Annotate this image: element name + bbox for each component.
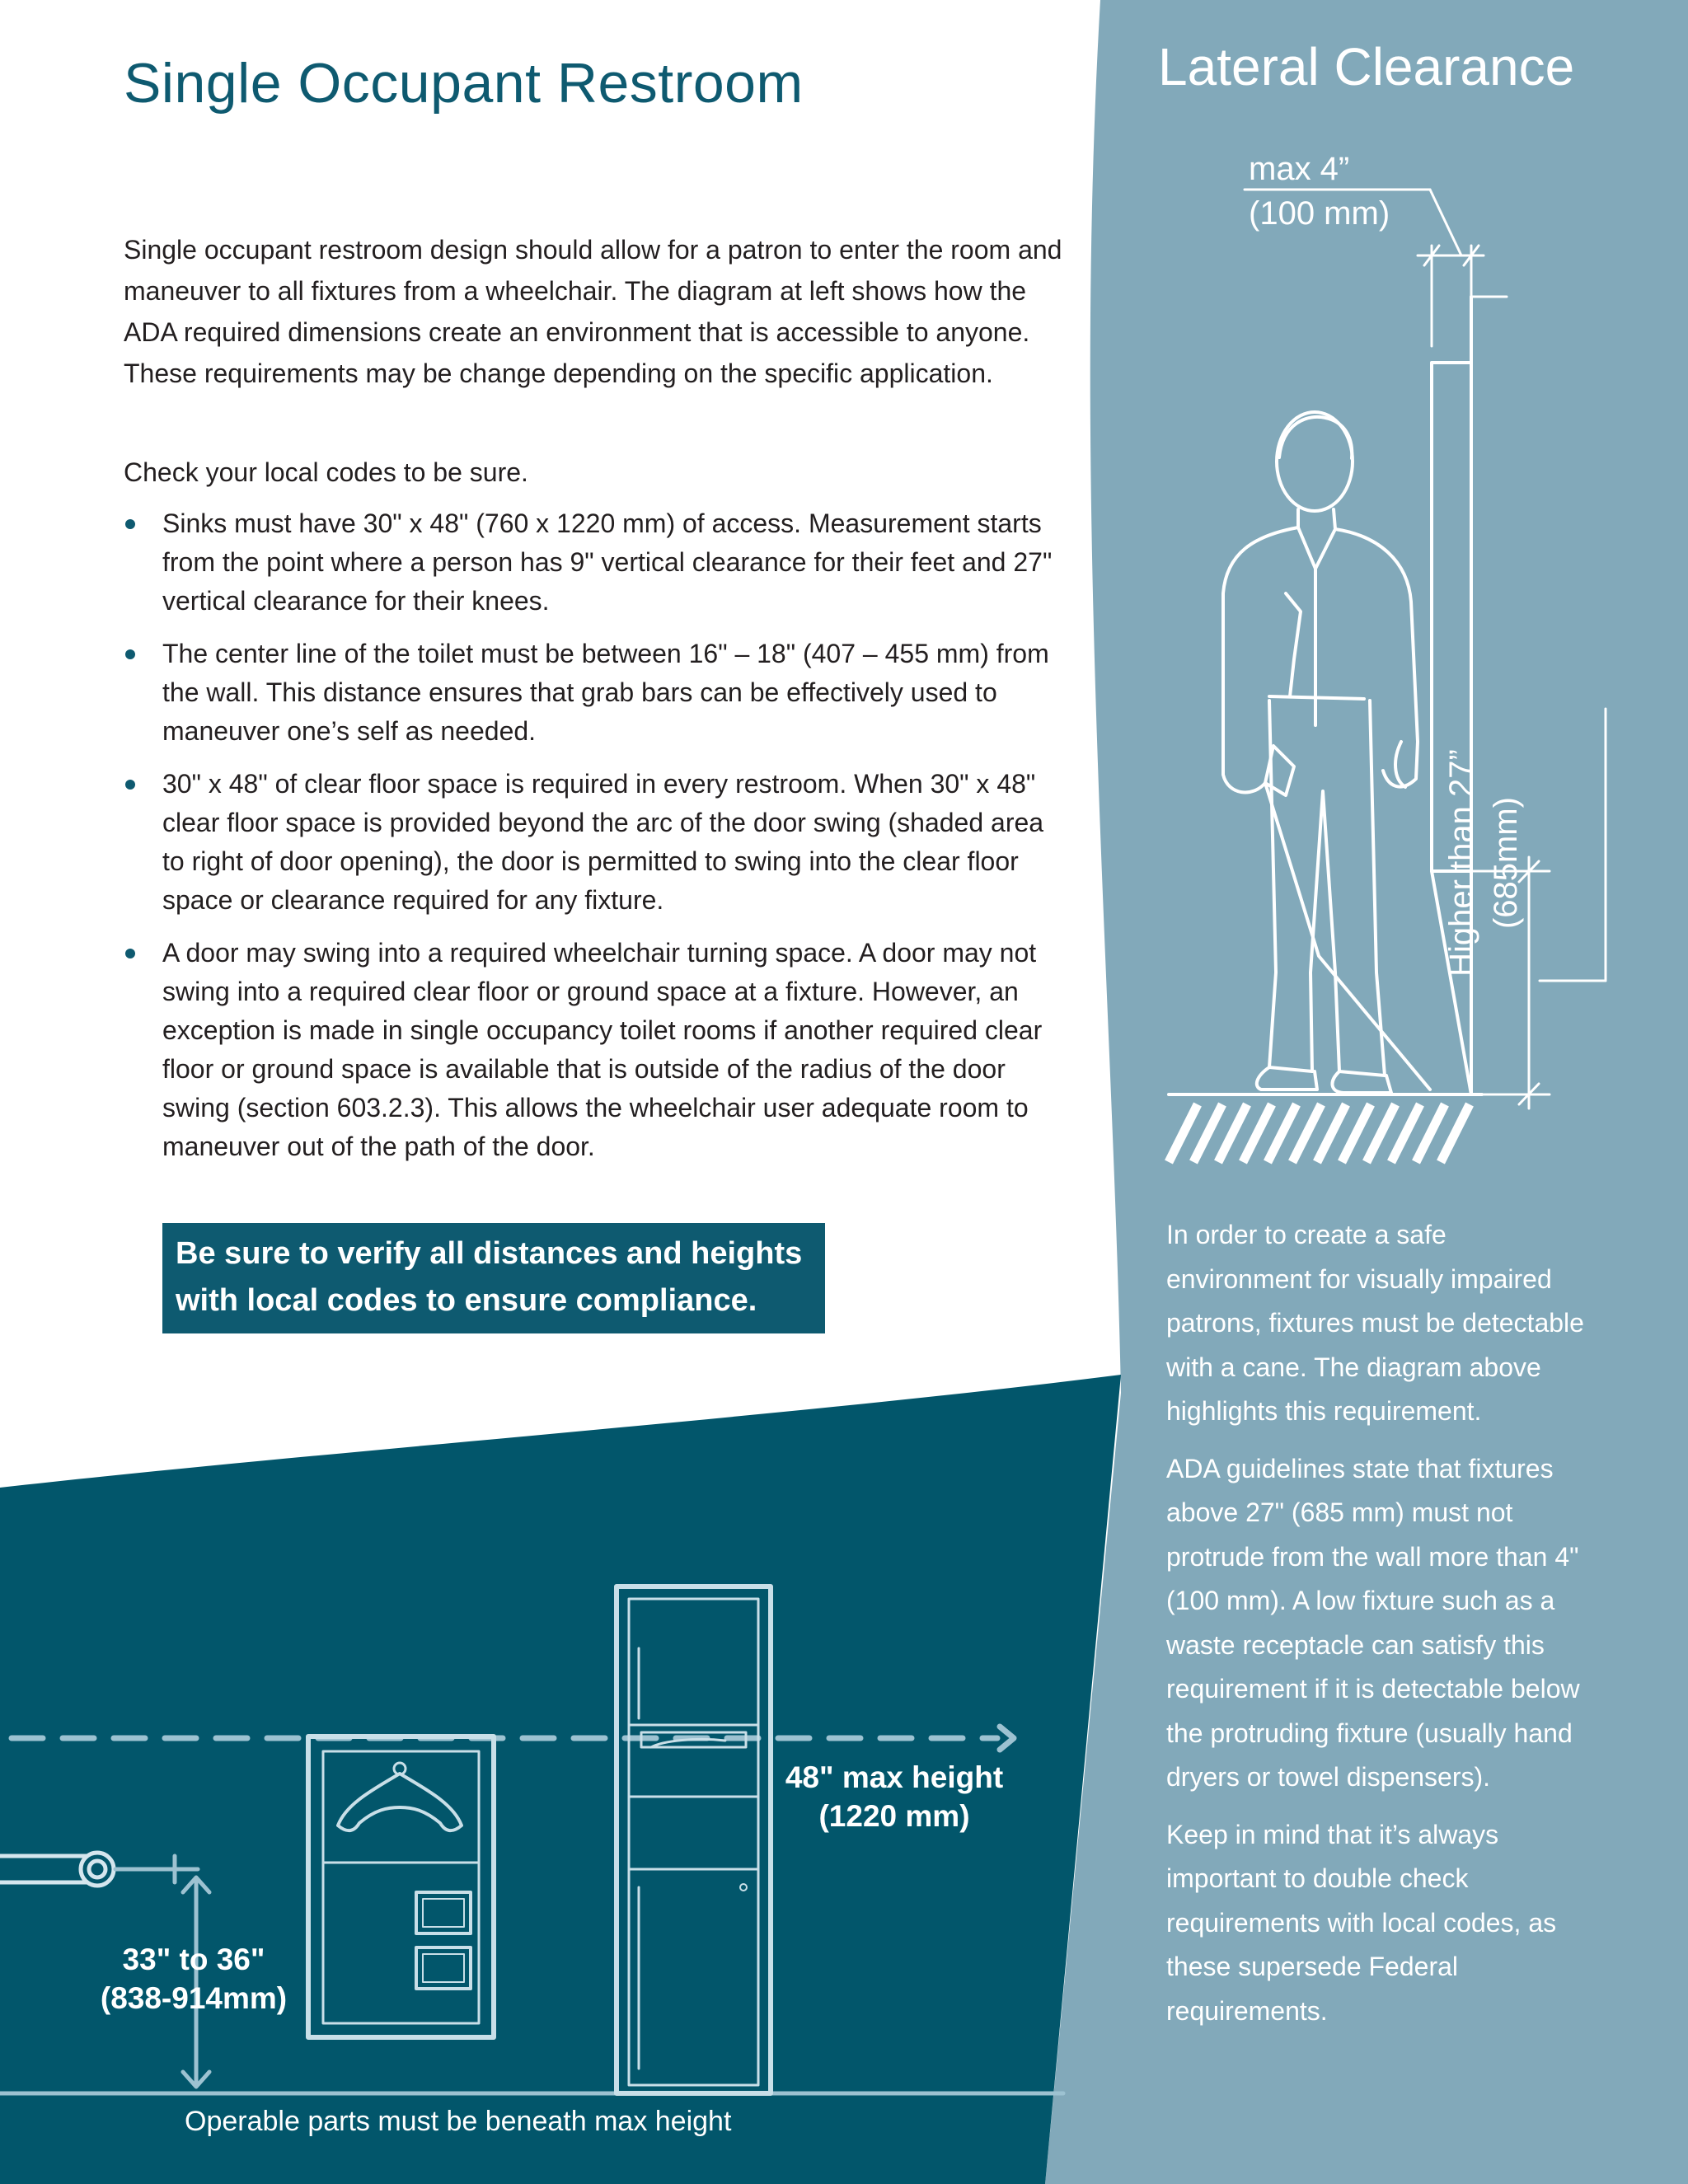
height-threshold-mm: (685mm) <box>1488 796 1524 930</box>
list-item: The center line of the toilet must be between 16" – 18" (407 – 455 mm) from the wall. This distance ensures that grab bars can be effectively used to maneuver one’s self as needed. <box>124 635 1071 751</box>
side-paragraph: Keep in mind that it’s always important to double check requirements with local codes, as these supersede Federal requirements. <box>1166 1819 1557 2026</box>
page-title: Single Occupant Restroom <box>124 52 804 115</box>
max-height-mm: (1220 mm) <box>818 1799 970 1833</box>
side-paragraph: In order to create a safe environment for visually impaired patrons, fixtures must be detectable with a cane. The diagram above highlights this requirement. <box>1166 1220 1584 1426</box>
operable-parts-note: Operable parts must be beneath max height <box>185 2106 732 2137</box>
max-height-inches: 48" max height <box>785 1760 1004 1794</box>
max-protrusion-inches: max 4” <box>1249 151 1350 187</box>
side-paragraph: ADA guidelines state that fixtures above 27" (685 mm) must not protrude from the wall more than 4" (100 mm). A low fixture such as a waste receptacle can satisfy this requirement if it is detectable below the protruding fixture (usually hand dryers or towel dispensers). <box>1166 1453 1580 1792</box>
requirements-list <box>124 504 1071 1180</box>
check-codes-note: Check your local codes to be sure. <box>124 457 528 487</box>
lateral-clearance-text <box>1166 1213 1595 2046</box>
height-threshold-inches: Higher than 27” <box>1443 749 1479 977</box>
list-item: Sinks must have 30" x 48" (760 x 1220 mm) of access. Measurement starts from the point where a person has 9" vertical clearance for their feet and 27" vertical clearance for their knees. <box>124 504 1071 621</box>
list-item: A door may swing into a required wheelchair turning space. A door may not swing into a required clear floor or ground space at a fixture. However, an exception is made in single occupancy toilet rooms if another required clear floor or ground space is available that is outside of the radius of the door swing (section 603.2.3). This allows the wheelchair user adequate room to maneuver out of the path of the door. <box>124 934 1071 1166</box>
grab-bar-height-mm: (838-914mm) <box>100 1981 288 2015</box>
list-item: 30" x 48" of clear floor space is required in every restroom. When 30" x 48" clear floor space is provided beyond the arc of the door swing (shaded area to right of door opening), the door is permitted to swing into the clear floor space or clearance required for any fixture. <box>124 765 1071 920</box>
intro-paragraph: Single occupant restroom design should allow for a patron to enter the room and maneuver to all fixtures from a wheelchair. The diagram at left shows how the ADA required dimensions create an environment that is accessible to anyone. These requirements may be change depending on the specific application. <box>124 235 1062 388</box>
grab-bar-height-label <box>91 1940 297 2018</box>
height-threshold-label <box>1439 731 1528 995</box>
max-protrusion-label <box>1249 147 1390 236</box>
max-height-label <box>775 1758 1014 1835</box>
lateral-clearance-title: Lateral Clearance <box>1158 37 1575 96</box>
compliance-callout: Be sure to verify all distances and heights with local codes to ensure compliance. <box>162 1223 825 1333</box>
max-protrusion-mm: (100 mm) <box>1249 195 1390 232</box>
grab-bar-height-inches: 33" to 36" <box>122 1943 265 1976</box>
